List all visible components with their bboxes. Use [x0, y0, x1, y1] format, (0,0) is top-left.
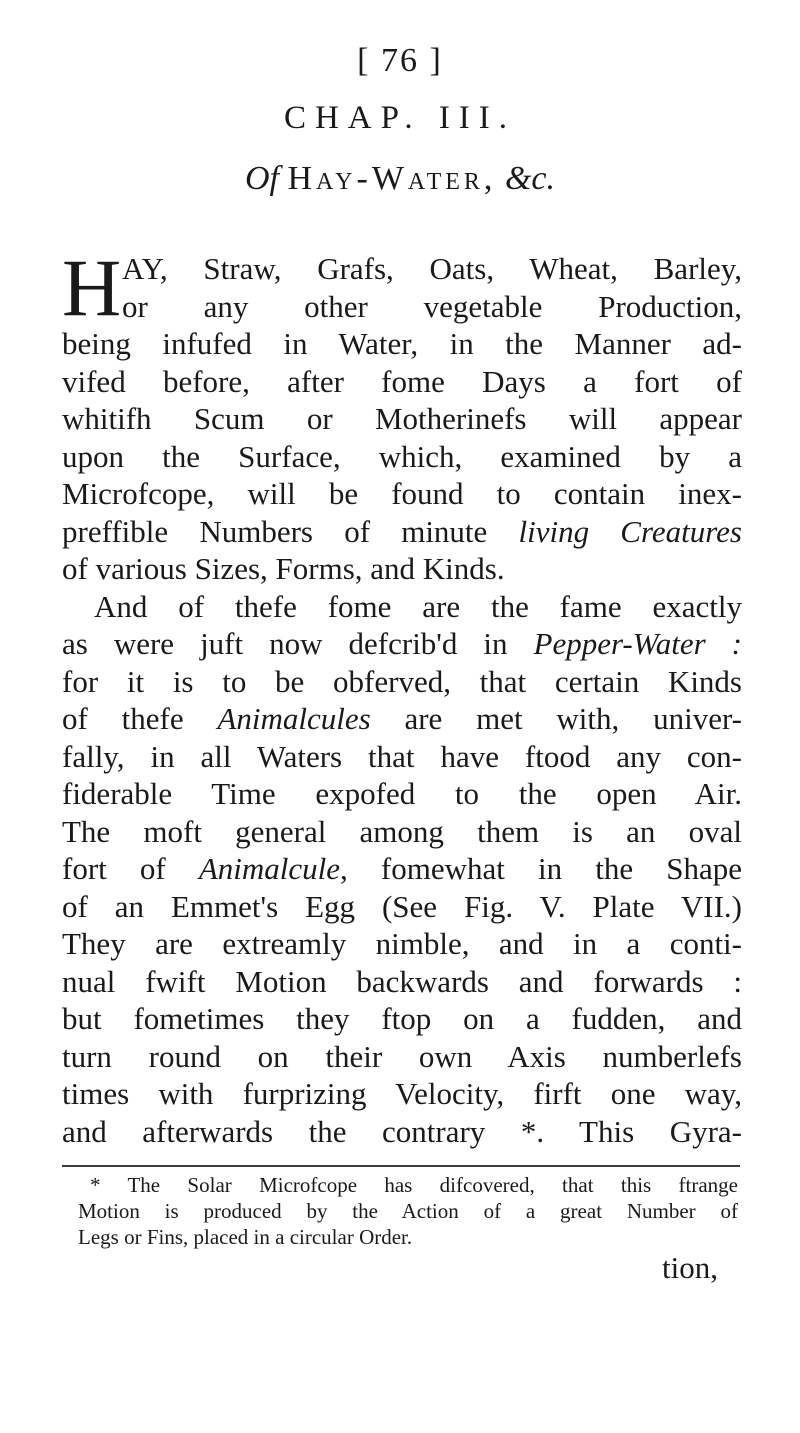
text-segment: as were juft now defcrib'd in [62, 626, 534, 661]
text-line: and afterwards the contrary *. This Gyra- [62, 1113, 742, 1149]
text-segment: preffible Numbers of minute [62, 513, 519, 549]
text-line: The moft general among them is an oval [62, 813, 742, 849]
paragraph-1 [62, 242, 742, 588]
italic-phrase: Animalcule [198, 851, 341, 886]
text-line: times with furprizing Velocity, firft one way, [62, 1076, 742, 1111]
paragraph-2 [62, 588, 742, 1151]
text-line: of various Sizes, Forms, and Kinds. [62, 551, 505, 586]
text-line: fally, in all Waters that have ftood any con- [62, 738, 742, 774]
text-line: for it is to be obferved, that certain Kinds [62, 663, 742, 699]
chapter-title-main: Hay-Water, [287, 160, 497, 197]
text-line: And of thefe fome are the fame exactly [94, 588, 742, 624]
italic-phrase: living Creatures [518, 513, 742, 549]
text-line: being infufed in Water, in the Manner ad- [62, 326, 742, 361]
footnote-line: * The Solar Microfcope has difcovered, that this ftrange [90, 1173, 738, 1197]
text-line: turn round on their own Axis numberlefs [62, 1038, 742, 1074]
text-line: nual fwift Motion backwards and forwards : [62, 963, 742, 999]
footnote-divider [62, 1165, 740, 1167]
italic-phrase: Pepper-Water : [533, 626, 742, 661]
text-line: but fometimes they ftop on a fudden, and [62, 1001, 742, 1036]
footnote-line: Legs or Fins, placed in a circular Order. [78, 1225, 413, 1249]
text-line: vifed before, after fome Days a fort of [62, 363, 742, 399]
text-segment: are met with, univer- [370, 701, 742, 736]
italic-phrase: Animalcules [217, 701, 371, 736]
text-line [62, 625, 742, 663]
footnote-line: Motion is produced by the Action of a great Number of [78, 1199, 738, 1223]
chapter-title-of: Of [245, 160, 279, 197]
chapter-title-etc: &c. [504, 160, 555, 197]
text-line [62, 700, 742, 738]
text-line [62, 513, 742, 551]
text-line: They are extreamly nimble, and in a conti- [62, 926, 742, 961]
text-segment: fort of [62, 851, 199, 886]
chapter-title [0, 160, 800, 198]
text-line: of an Emmet's Egg (See Fig. V. Plate VII.) [62, 888, 742, 924]
text-segment: , fomewhat in the Shape [340, 851, 742, 886]
text-line: Microfcope, will be found to contain inex- [62, 476, 742, 511]
chapter-heading: CHAP. III. [283, 100, 517, 136]
text-line [62, 850, 742, 888]
catchword: tion, [662, 1250, 718, 1285]
text-line: fiderable Time expofed to the open Air. [62, 776, 742, 811]
text-line: whitifh Scum or Motherinefs will appear [62, 401, 742, 436]
text-line: or any other vegetable Production, [122, 288, 742, 324]
body-text [62, 242, 742, 1150]
footnote [78, 1172, 738, 1250]
text-segment: of thefe [62, 701, 218, 736]
text-line: upon the Surface, which, examined by a [62, 438, 742, 474]
drop-cap: H [62, 242, 122, 333]
text-line: AY, Straw, Grafs, Oats, Wheat, Barley, [122, 251, 742, 286]
page-number: [ 76 ] [357, 42, 443, 79]
